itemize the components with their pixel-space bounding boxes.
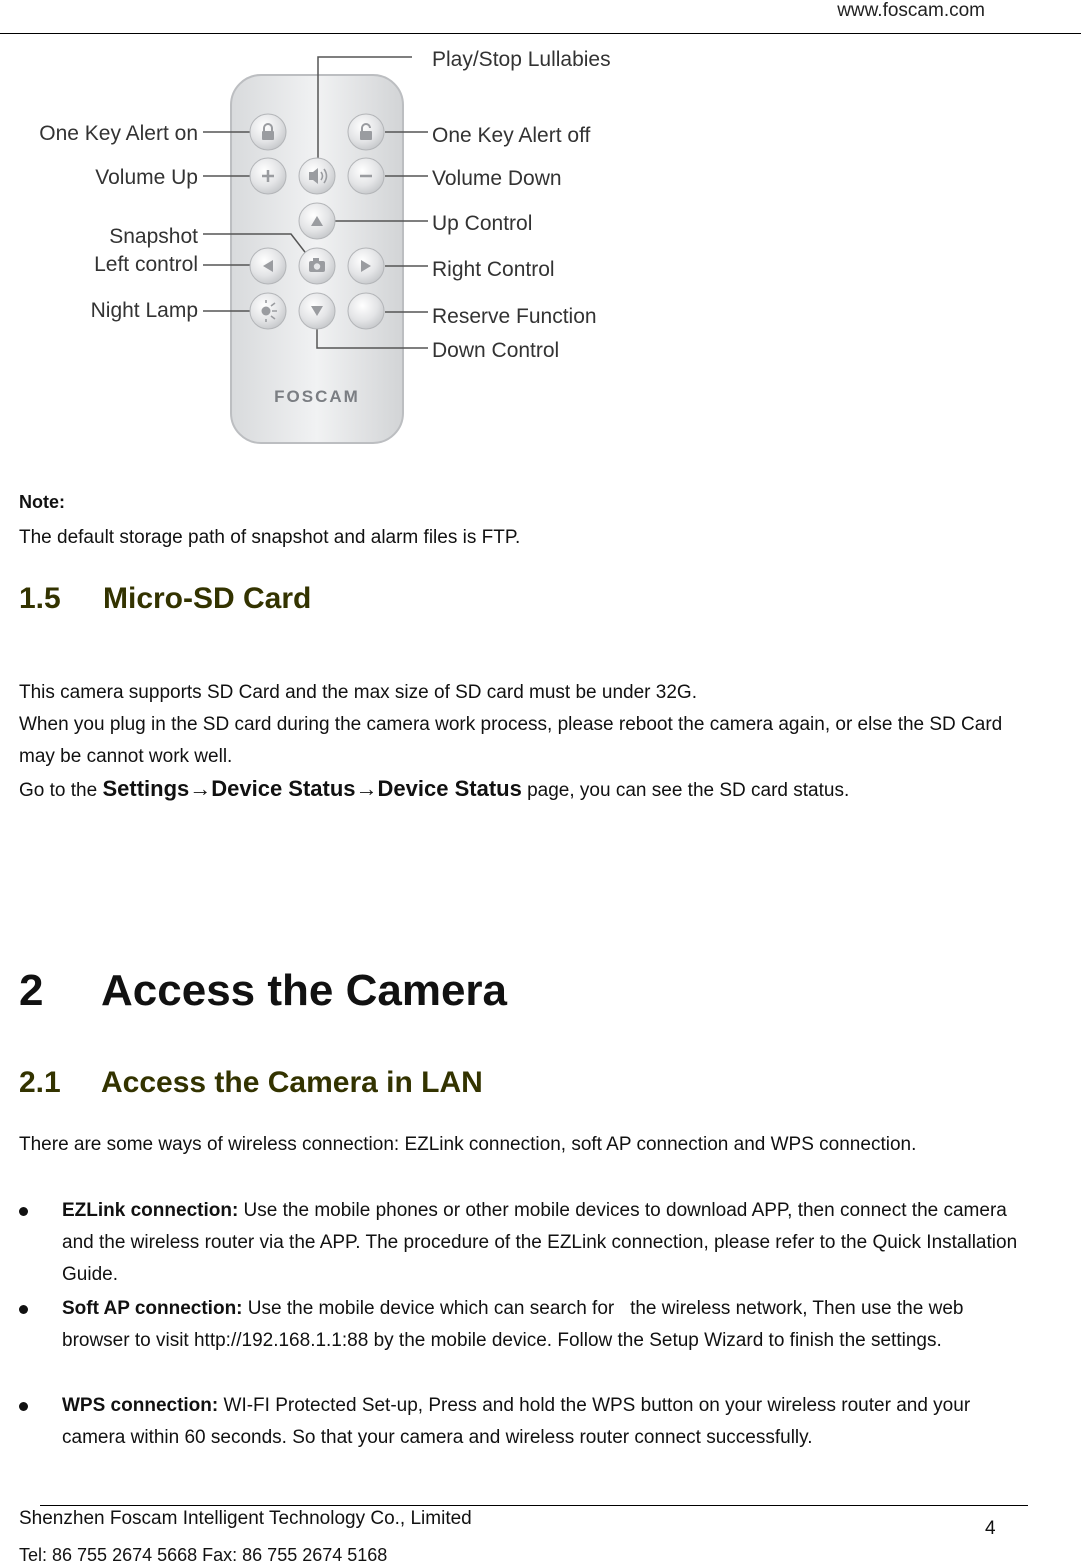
section-number: 2.1 [19, 1066, 61, 1099]
button-up [299, 203, 335, 239]
chapter-number: 2 [19, 966, 44, 1015]
button-right [348, 248, 384, 284]
bullet-dot [19, 1402, 28, 1411]
footer-contact: Tel: 86 755 2674 5668 Fax: 86 755 2674 5168 [19, 1545, 388, 1565]
chapter-2-heading [19, 966, 507, 1016]
button-snapshot [299, 248, 335, 284]
bullet-dot [19, 1305, 28, 1314]
label-snapshot: Snapshot [109, 225, 198, 248]
bullet-ezlink [19, 1195, 1029, 1291]
button-alert-off [348, 114, 384, 150]
section-1-5-heading [19, 582, 311, 616]
lan-intro-paragraph: There are some ways of wireless connection: EZLink connection, soft AP connection and WPS connection. [19, 1134, 917, 1155]
bullet-soft-ap [19, 1293, 1029, 1357]
remote-control-figure [0, 40, 700, 460]
sd-paragraph-1: This camera supports SD Card and the max size of SD card must be under 32G. [19, 682, 697, 703]
section-title: Micro-SD Card [103, 582, 312, 615]
label-up: Up Control [432, 212, 533, 235]
button-left [250, 248, 286, 284]
p3-prefix: Go to the [19, 780, 103, 801]
button-reserve [348, 293, 384, 329]
page-number: 4 [985, 1518, 996, 1539]
header-rule [0, 33, 1081, 34]
bullet-text: WI-FI Protected Set-up, Press and hold the WPS button on your wireless router and your camera within 60 seconds. So that your camera and wireless router connect successfully. [62, 1395, 971, 1448]
label-night-lamp: Night Lamp [90, 299, 198, 322]
chapter-title: Access the Camera [101, 966, 508, 1015]
label-right: Right Control [432, 258, 555, 281]
label-volume-up: Volume Up [95, 166, 198, 189]
label-alert-off: One Key Alert off [432, 124, 591, 147]
bullet-term: Soft AP connection: [62, 1298, 243, 1319]
bullet-text: Use the mobile device which can search for the wireless network, Then use the web browser to visit http://192.168.1.1:88 by the mobile device. Follow the Setup Wizard to finish the settings. [62, 1298, 964, 1351]
button-alert-on [250, 114, 286, 150]
label-reserve: Reserve Function [432, 305, 597, 328]
button-play-stop [299, 158, 335, 194]
label-alert-on: One Key Alert on [39, 122, 198, 145]
bullet-wps [19, 1390, 1029, 1454]
sd-paragraph-3 [19, 773, 849, 807]
button-volume-up [250, 158, 286, 194]
button-night-lamp [250, 293, 286, 329]
header-url: www.foscam.com [837, 0, 985, 21]
note-label: Note: [19, 492, 65, 512]
remote-brand-logo: FOSCAM [274, 387, 360, 406]
label-play-stop: Play/Stop Lullabies [432, 48, 611, 71]
settings-path: Settings→Device Status→Device Status [102, 776, 522, 801]
section-title: Access the Camera in LAN [101, 1066, 483, 1099]
section-2-1-heading [19, 1066, 483, 1100]
p3-suffix: page, you can see the SD card status. [521, 780, 850, 801]
bullet-term: EZLink connection: [62, 1200, 239, 1221]
sd-paragraph-2: When you plug in the SD card during the camera work process, please reboot the camera again, or else the SD Card may be cannot work well. [19, 714, 1003, 767]
label-volume-down: Volume Down [432, 167, 562, 190]
button-volume-down [348, 158, 384, 194]
bullet-text: Use the mobile phones or other mobile devices to download APP, then connect the camera and the wireless router via the APP. The procedure of the EZLink connection, please refer to the Quick Installation Guide. [62, 1200, 1018, 1285]
button-down [299, 293, 335, 329]
bullet-dot [19, 1207, 28, 1216]
label-left: Left control [94, 253, 198, 276]
label-down: Down Control [432, 339, 560, 362]
section-number: 1.5 [19, 582, 61, 615]
note-text: The default storage path of snapshot and alarm files is FTP. [19, 527, 521, 548]
footer-rule [40, 1505, 1028, 1506]
footer-company: Shenzhen Foscam Intelligent Technology Co., Limited [19, 1508, 472, 1529]
bullet-term: WPS connection: [62, 1395, 219, 1416]
